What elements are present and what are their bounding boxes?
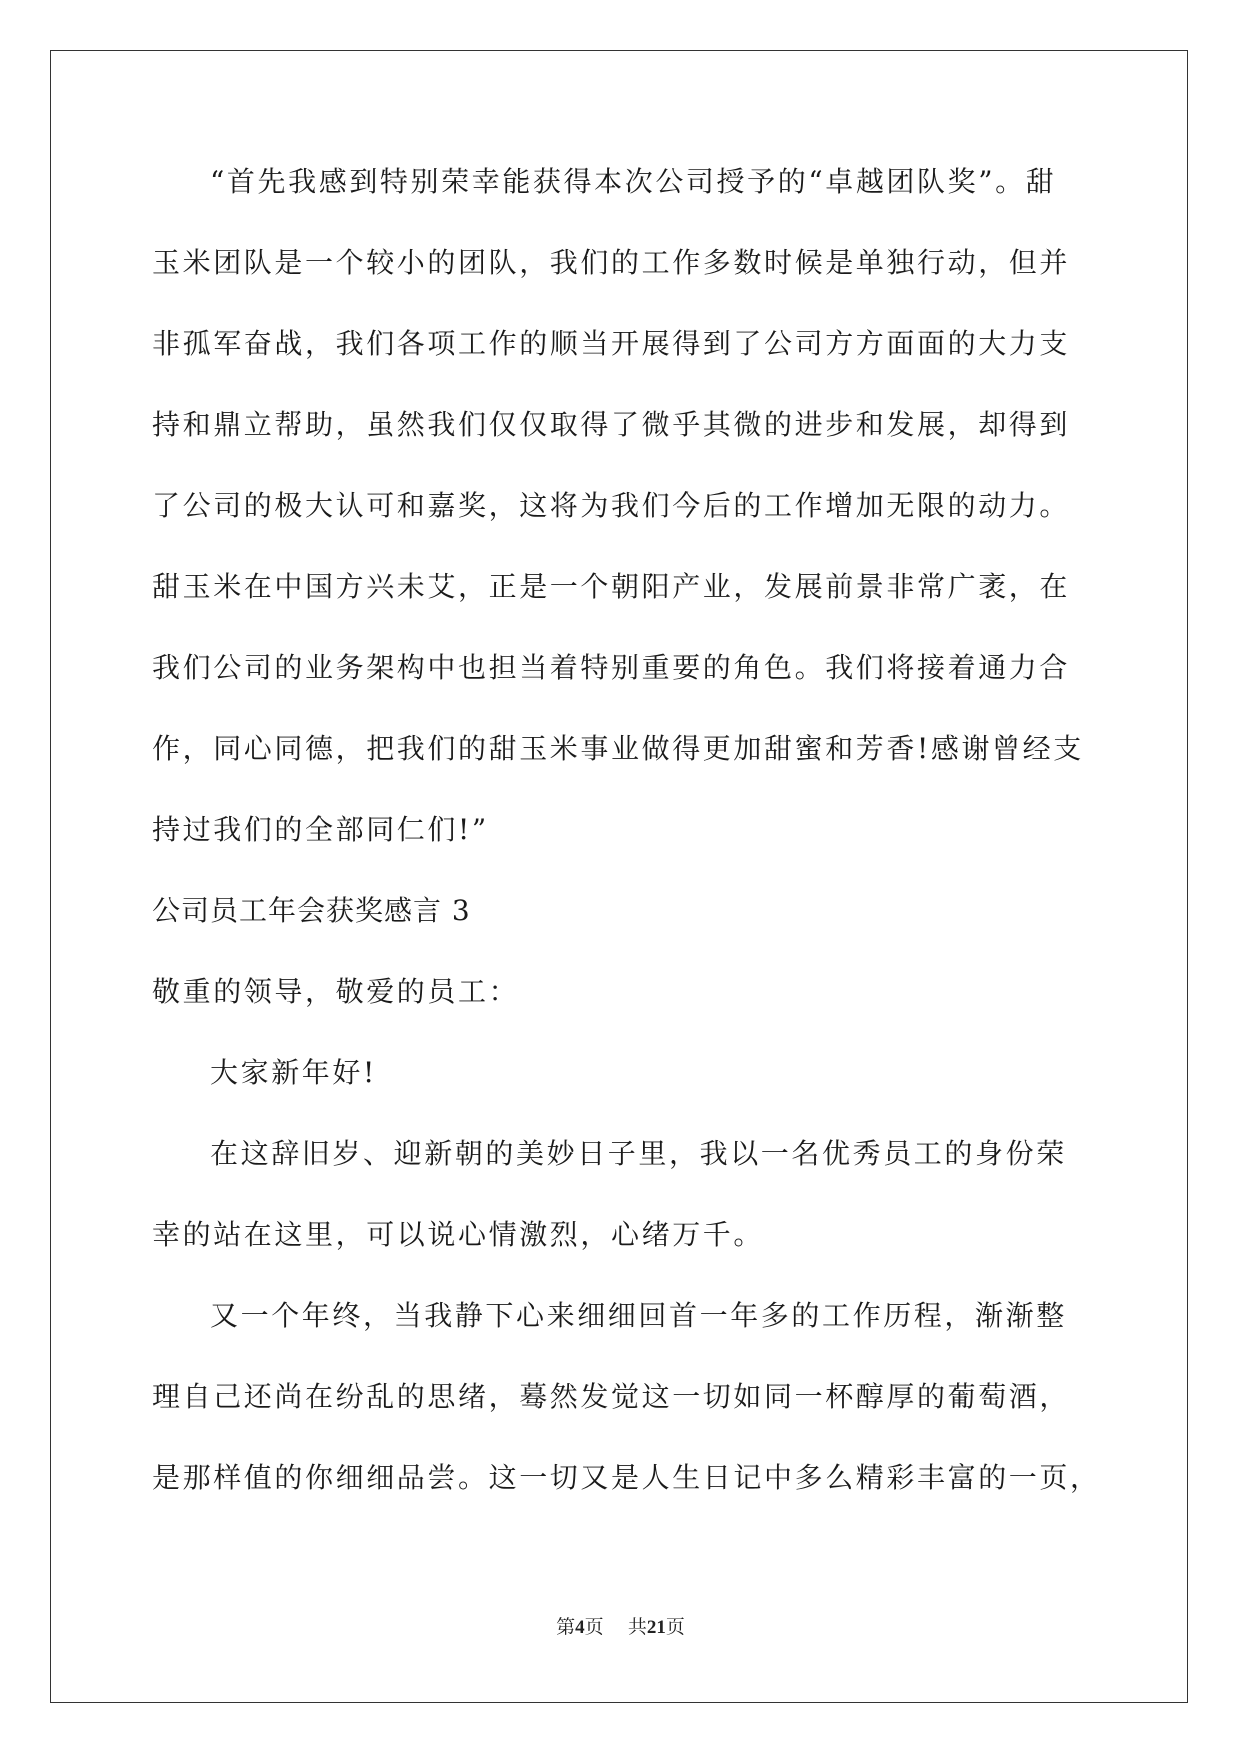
text-line: 是那样值的你细细品尝。这一切又是人生日记中多么精彩丰富的一页，: [152, 1461, 1101, 1494]
text-line: 在这辞旧岁、迎新朝的美妙日子里，我以一名优秀员工的身份荣: [210, 1137, 1067, 1170]
total-suffix: 页: [665, 1616, 685, 1638]
text-line: 玉米团队是一个较小的团队，我们的工作多数时候是单独行动，但并: [152, 246, 1071, 279]
text-line: 又一个年终，当我静下心来细细回首一年多的工作历程，渐渐整: [210, 1299, 1067, 1332]
text-line: 了公司的极大认可和嘉奖，这将为我们今后的工作增加无限的动力。: [152, 489, 1071, 522]
text-line: “首先我感到特别荣幸能获得本次公司授予的“卓越团队奖”。甜: [210, 165, 1057, 198]
salutation: 敬重的领导，敬爱的员工：: [152, 975, 520, 1008]
page-prefix: 第: [556, 1616, 576, 1638]
text-line: 作，同心同德，把我们的甜玉米事业做得更加甜蜜和芳香!感谢曾经支: [152, 732, 1084, 765]
text-line: 甜玉米在中国方兴未艾，正是一个朝阳产业，发展前景非常广袤，在: [152, 570, 1071, 603]
text-line: 持和鼎立帮助，虽然我们仅仅取得了微乎其微的进步和发展，却得到: [152, 408, 1071, 441]
total-pages-number: 21: [646, 1617, 666, 1638]
text-line: 非孤军奋战，我们各项工作的顺当开展得到了公司方方面面的大力支: [152, 327, 1071, 360]
text-line: 幸的站在这里，可以说心情激烈，心绪万千。: [152, 1218, 765, 1251]
text-line: 理自己还尚在纷乱的思绪，蓦然发觉这一切如同一杯醇厚的葡萄酒，: [152, 1380, 1071, 1413]
document-body: [152, 160, 1101, 1537]
text-line: 持过我们的全部同仁们!”: [152, 813, 489, 846]
greeting: 大家新年好!: [210, 1056, 377, 1089]
section-heading: 公司员工年会获奖感言 3: [152, 894, 471, 927]
page-footer: [0, 1612, 1241, 1639]
current-page-number: 4: [575, 1617, 585, 1638]
text-line: 我们公司的业务架构中也担当着特别重要的角色。我们将接着通力合: [152, 651, 1071, 684]
total-prefix: 共: [627, 1616, 647, 1638]
page-suffix: 页: [584, 1616, 604, 1638]
